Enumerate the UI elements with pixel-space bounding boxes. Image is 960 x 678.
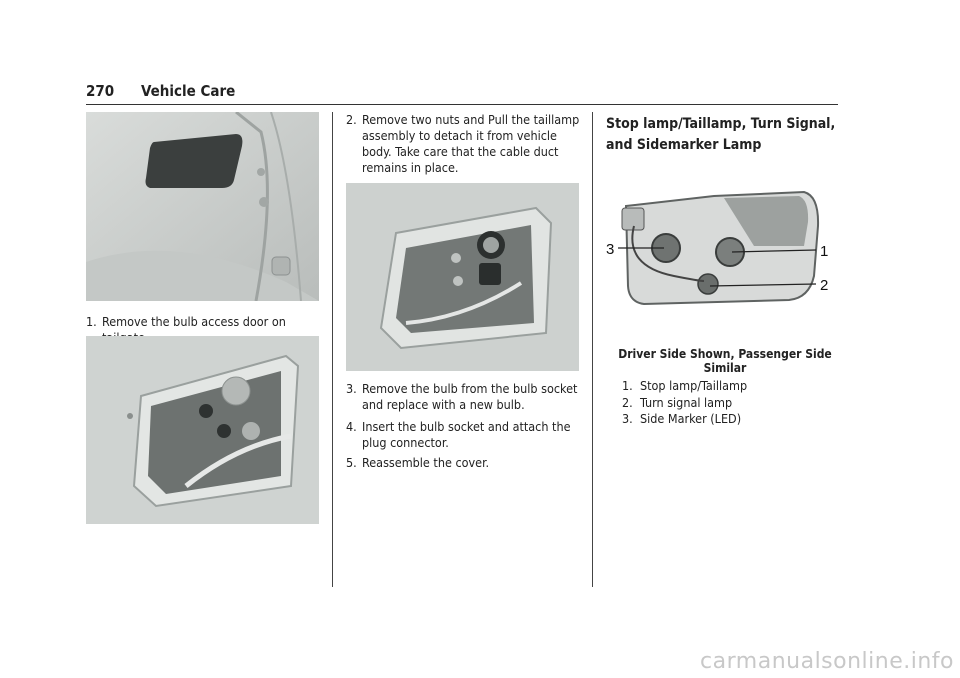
page-header xyxy=(86,82,838,106)
section-heading: Stop lamp/Taillamp, Turn Signal, and Sidemarker Lamp xyxy=(606,116,836,153)
step-5 xyxy=(346,455,582,471)
taillamp-diagram xyxy=(604,186,844,316)
legend-item xyxy=(622,411,747,428)
step-text: Remove two nuts and Pull the taillamp assembly to detach it from vehicle body. Take care that the cable duct remains in place. xyxy=(362,112,580,175)
callout-2: 2 xyxy=(820,277,829,294)
step-3 xyxy=(346,381,582,413)
tailgate-access-door-photo xyxy=(86,112,319,301)
watermark: carmanualsonline.info xyxy=(700,649,954,674)
step-2 xyxy=(346,112,582,176)
header-divider xyxy=(86,104,838,105)
legend-item xyxy=(622,395,747,412)
step-4 xyxy=(346,419,582,451)
step-text: Insert the bulb socket and attach the plug connector. xyxy=(362,419,571,450)
legend-item xyxy=(622,378,747,395)
callout-3: 3 xyxy=(606,241,615,258)
legend-number: 3. xyxy=(622,411,633,426)
legend-label: Side Marker (LED) xyxy=(640,411,742,426)
step-number: 4. xyxy=(346,419,357,434)
step-number: 2. xyxy=(346,112,357,127)
callout-legend xyxy=(622,378,747,428)
page-number: 270 xyxy=(86,82,115,100)
column-divider-right xyxy=(592,112,593,587)
legend-number: 1. xyxy=(622,378,633,393)
column-divider-left xyxy=(332,112,333,587)
step-text: Remove the bulb from the bulb socket and replace with a new bulb. xyxy=(362,381,578,412)
taillamp-removal-photo xyxy=(346,183,579,371)
legend-label: Stop lamp/Taillamp xyxy=(640,378,748,393)
step-number: 3. xyxy=(346,381,357,396)
legend-number: 2. xyxy=(622,394,633,410)
figure-caption: Driver Side Shown, Passenger Side Similar xyxy=(618,347,832,375)
step-text: Reassemble the cover. xyxy=(362,455,490,470)
step-number: 1. xyxy=(86,314,97,329)
step-number: 5. xyxy=(346,455,357,470)
section-title: Vehicle Care xyxy=(141,82,236,100)
bulb-access-opening-photo xyxy=(86,336,319,524)
legend-label: Turn signal lamp xyxy=(640,394,733,410)
callout-1: 1 xyxy=(820,243,829,260)
step-text: Remove the bulb access door on xyxy=(102,314,286,329)
